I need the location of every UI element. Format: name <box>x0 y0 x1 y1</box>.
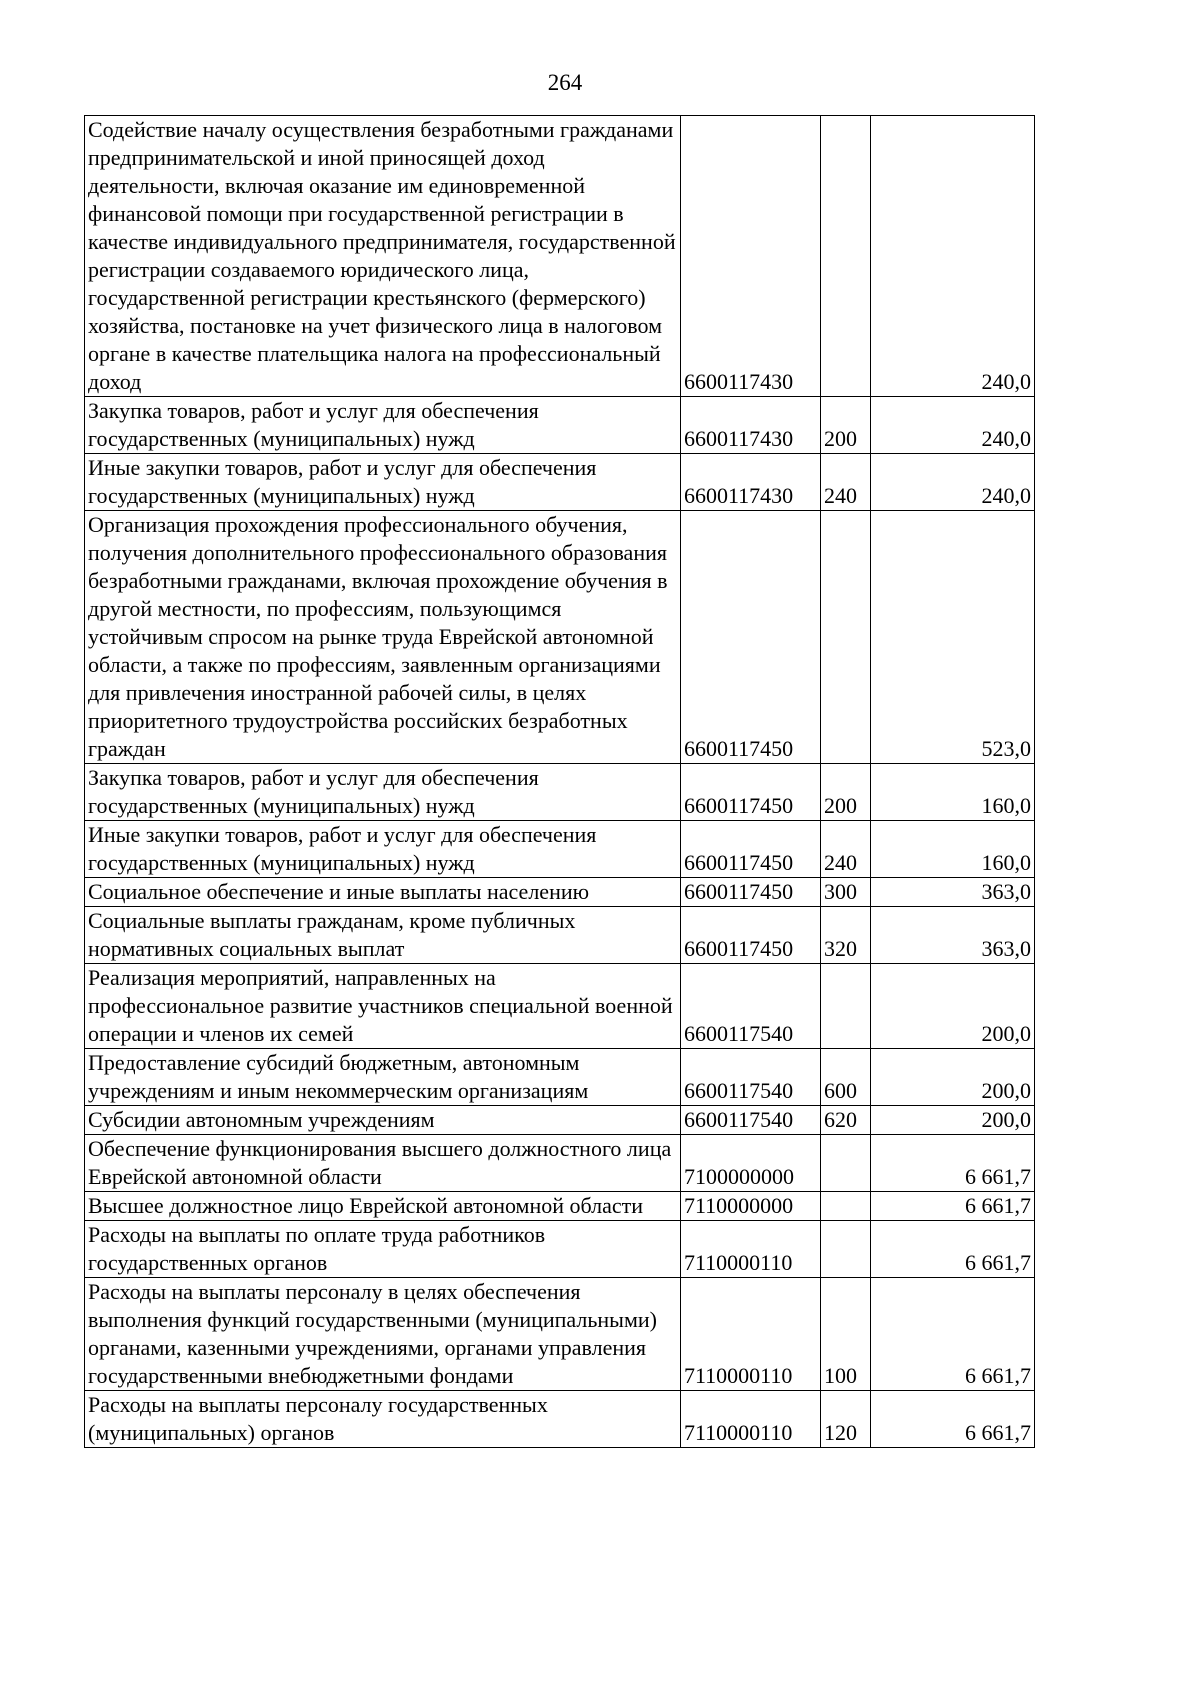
table-row <box>85 1192 1035 1221</box>
row-name-cell: Расходы на выплаты персоналу государственных (муниципальных) органов <box>85 1391 681 1448</box>
row-name-cell: Иные закупки товаров, работ и услуг для обеспечения государственных (муниципальных) нужд <box>85 821 681 878</box>
target-code-cell: 6600117430 <box>681 116 821 397</box>
amount-cell: 240,0 <box>871 397 1035 454</box>
amount-cell: 363,0 <box>871 907 1035 964</box>
row-name-cell: Субсидии автономным учреждениям <box>85 1106 681 1135</box>
amount-cell: 200,0 <box>871 964 1035 1049</box>
expense-type-cell: 200 <box>821 397 871 454</box>
amount-cell: 240,0 <box>871 454 1035 511</box>
amount-cell: 6 661,7 <box>871 1278 1035 1391</box>
expense-type-cell <box>821 1135 871 1192</box>
target-code-cell: 6600117430 <box>681 397 821 454</box>
expense-type-cell: 600 <box>821 1049 871 1106</box>
amount-cell: 363,0 <box>871 878 1035 907</box>
row-name-cell: Закупка товаров, работ и услуг для обеспечения государственных (муниципальных) нужд <box>85 764 681 821</box>
amount-cell: 200,0 <box>871 1106 1035 1135</box>
target-code-cell: 6600117540 <box>681 1049 821 1106</box>
expense-type-cell: 620 <box>821 1106 871 1135</box>
expense-type-cell <box>821 1221 871 1278</box>
amount-cell: 523,0 <box>871 511 1035 764</box>
table-row <box>85 878 1035 907</box>
target-code-cell: 7110000110 <box>681 1278 821 1391</box>
expense-type-cell: 300 <box>821 878 871 907</box>
table-row <box>85 1106 1035 1135</box>
row-name-cell: Предоставление субсидий бюджетным, автономным учреждениям и иным некоммерческим организациям <box>85 1049 681 1106</box>
target-code-cell: 7110000110 <box>681 1391 821 1448</box>
expense-type-cell: 240 <box>821 821 871 878</box>
row-name-cell: Реализация мероприятий, направленных на профессиональное развитие участников специальной военной операции и членов их семей <box>85 964 681 1049</box>
amount-cell: 200,0 <box>871 1049 1035 1106</box>
target-code-cell: 6600117450 <box>681 764 821 821</box>
expense-type-cell: 120 <box>821 1391 871 1448</box>
target-code-cell: 6600117540 <box>681 964 821 1049</box>
row-name-cell: Обеспечение функционирования высшего должностного лица Еврейской автономной области <box>85 1135 681 1192</box>
row-name-cell: Закупка товаров, работ и услуг для обеспечения государственных (муниципальных) нужд <box>85 397 681 454</box>
amount-cell: 6 661,7 <box>871 1192 1035 1221</box>
expense-type-cell <box>821 511 871 764</box>
amount-cell: 160,0 <box>871 764 1035 821</box>
table-row <box>85 964 1035 1049</box>
target-code-cell: 6600117540 <box>681 1106 821 1135</box>
row-name-cell: Иные закупки товаров, работ и услуг для обеспечения государственных (муниципальных) нужд <box>85 454 681 511</box>
table-row <box>85 1278 1035 1391</box>
table-row <box>85 1049 1035 1106</box>
table-row <box>85 1391 1035 1448</box>
target-code-cell: 6600117430 <box>681 454 821 511</box>
row-name-cell: Социальные выплаты гражданам, кроме публичных нормативных социальных выплат <box>85 907 681 964</box>
row-name-cell: Высшее должностное лицо Еврейской автономной области <box>85 1192 681 1221</box>
target-code-cell: 6600117450 <box>681 907 821 964</box>
table-row <box>85 511 1035 764</box>
row-name-cell: Социальное обеспечение и иные выплаты населению <box>85 878 681 907</box>
table-row <box>85 907 1035 964</box>
budget-table-body <box>85 116 1035 1448</box>
row-name-cell: Расходы на выплаты по оплате труда работников государственных органов <box>85 1221 681 1278</box>
target-code-cell: 6600117450 <box>681 878 821 907</box>
target-code-cell: 7110000110 <box>681 1221 821 1278</box>
expense-type-cell: 200 <box>821 764 871 821</box>
amount-cell: 6 661,7 <box>871 1391 1035 1448</box>
table-row <box>85 764 1035 821</box>
amount-cell: 160,0 <box>871 821 1035 878</box>
table-row <box>85 397 1035 454</box>
target-code-cell: 7100000000 <box>681 1135 821 1192</box>
expense-type-cell <box>821 964 871 1049</box>
table-row <box>85 116 1035 397</box>
row-name-cell: Содействие началу осуществления безработными гражданами предпринимательской и иной приносящей доход деятельности, включая оказание им единовременной финансовой помощи при государственной регистрации в качестве индивидуального предпринимателя, государственной регистрации создаваемого юридического лица, государственной регистрации крестьянского (фермерского) хозяйства, постановке на учет физического лица в налоговом органе в качестве плательщика налога на профессиональный доход <box>85 116 681 397</box>
target-code-cell: 6600117450 <box>681 511 821 764</box>
target-code-cell: 7110000000 <box>681 1192 821 1221</box>
expense-type-cell <box>821 1192 871 1221</box>
amount-cell: 240,0 <box>871 116 1035 397</box>
table-row <box>85 821 1035 878</box>
amount-cell: 6 661,7 <box>871 1135 1035 1192</box>
expense-type-cell <box>821 116 871 397</box>
row-name-cell: Расходы на выплаты персоналу в целях обеспечения выполнения функций государственными (муниципальными) органами, казенными учреждениями, органами управления государственными внебюджетными фондами <box>85 1278 681 1391</box>
budget-table <box>84 115 1035 1448</box>
table-row <box>85 454 1035 511</box>
table-row <box>85 1221 1035 1278</box>
expense-type-cell: 100 <box>821 1278 871 1391</box>
row-name-cell: Организация прохождения профессионального обучения, получения дополнительного профессионального образования безработными гражданами, включая прохождение обучения в другой местности, по профессиям, пользующимся устойчивым спросом на рынке труда Еврейской автономной области, а также по профессиям, заявленным организациями для привлечения иностранной рабочей силы, в целях приоритетного трудоустройства российских безработных граждан <box>85 511 681 764</box>
expense-type-cell: 320 <box>821 907 871 964</box>
expense-type-cell: 240 <box>821 454 871 511</box>
table-row <box>85 1135 1035 1192</box>
target-code-cell: 6600117450 <box>681 821 821 878</box>
page-number: 264 <box>547 70 583 95</box>
amount-cell: 6 661,7 <box>871 1221 1035 1278</box>
